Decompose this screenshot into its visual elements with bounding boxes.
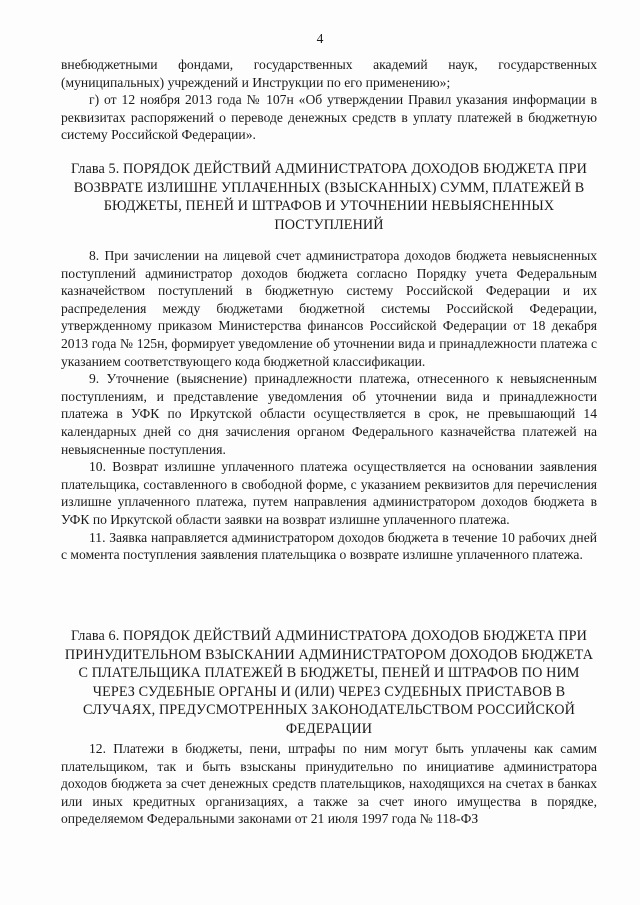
chapter-6-heading-block (61, 627, 597, 738)
intro-paragraph: внебюджетными фондами, государственных академий наук, государственных (муниципальных) учреждений и Инструкции по его применению»; (61, 57, 597, 90)
paragraph-11: 11. Заявка направляется администратором доходов бюджета в течение 10 рабочих дней с момента поступления заявления плательщика о возврате излишне уплаченного платежа. (61, 529, 597, 563)
chapter-5-heading: Глава 5. ПОРЯДОК ДЕЙСТВИЙ АДМИНИСТРАТОРА ДОХОДОВ БЮДЖЕТА ПРИ ВОЗВРАТЕ ИЗЛИШНЕ УПЛАЧЕННЫХ (ВЗЫСКАННЫХ) СУММ, ПЛАТЕЖЕЙ В БЮДЖЕТЫ, ПЕНЕЙ И ШТРАФОВ И УТОЧНЕНИИ НЕВЫЯСНЕННЫХ ПОСТУПЛЕНИЙ (71, 161, 587, 233)
chapter-5-heading-block (61, 160, 597, 234)
chapter-6-body (61, 740, 597, 828)
chapter-6-heading: Глава 6. ПОРЯДОК ДЕЙСТВИЙ АДМИНИСТРАТОРА ДОХОДОВ БЮДЖЕТА ПРИ ПРИНУДИТЕЛЬНОМ ВЗЫСКАНИИ АДМИНИСТРАТОРОМ ДОХОДОВ БЮДЖЕТА С ПЛАТЕЛЬЩИКА ПЛАТЕЖЕЙ В БЮДЖЕТЫ, ПЕНЕЙ И ШТРАФОВ ПО НИМ ЧЕРЕЗ СУДЕБНЫЕ ОРГАНЫ И (ИЛИ) ЧЕРЕЗ СУДЕБНЫХ ПРИСТАВОВ В СЛУЧАЯХ, ПРЕДУСМОТРЕННЫХ ЗАКОНОДАТЕЛЬСТВОМ РОССИЙСКОЙ ФЕДЕРАЦИИ (64, 628, 594, 737)
chapter-5-body (61, 247, 597, 564)
intro-paragraph: г) от 12 ноября 2013 года № 107н «Об утверждении Правил указания информации в реквизитах распоряжений о переводе денежных средств в уплату платежей в бюджетную систему Российской Федерации». (61, 92, 597, 143)
paragraph-10: 10. Возврат излишне уплаченного платежа осуществляется на основании заявления плательщика, составленного в свободной форме, с указанием реквизитов для перечисления излишне уплаченного платежа, путем направления администратором доходов бюджета в УФК по Иркутской области заявки на возврат излишне уплаченного платежа. (61, 459, 597, 527)
intro-block (61, 56, 597, 144)
paragraph-9: 9. Уточнение (выяснение) принадлежности платежа, отнесенного к невыясненным поступлениям, и представление уведомления об уточнении вида и принадлежности платежа в УФК по Иркутской области осуществляется в срок, не превышающий 14 календарных дней со дня зачисления органом Федерального казначейства платежей на невыясненные поступления. (61, 371, 597, 457)
page-number: 4 (316, 31, 324, 46)
paragraph-8: 8. При зачислении на лицевой счет администратора доходов бюджета невыясненных поступлений администратор доходов бюджета согласно Порядку учета Федеральным казначейством поступлений в бюджетную систему Российской Федерации и их распределения между бюджетами бюджетной системы Российской Федерации, утвержденному приказом Министерства финансов Российской Федерации от 18 декабря 2013 года № 125н, формирует уведомление об уточнении вида и принадлежности платежа с указанием соответствующего кода бюджетной классификации. (61, 248, 597, 369)
paragraph-12: 12. Платежи в бюджеты, пени, штрафы по ним могут быть уплачены как самим плательщиком, так и быть взысканы принудительно по инициативе администратора доходов бюджета за счет денежных средств плательщиков, находящихся на счетах в банках или иных кредитных организациях, а также за счет иного имущества в порядке, определяемом Федеральными законами от 21 июля 1997 года № 118-ФЗ (61, 741, 597, 827)
